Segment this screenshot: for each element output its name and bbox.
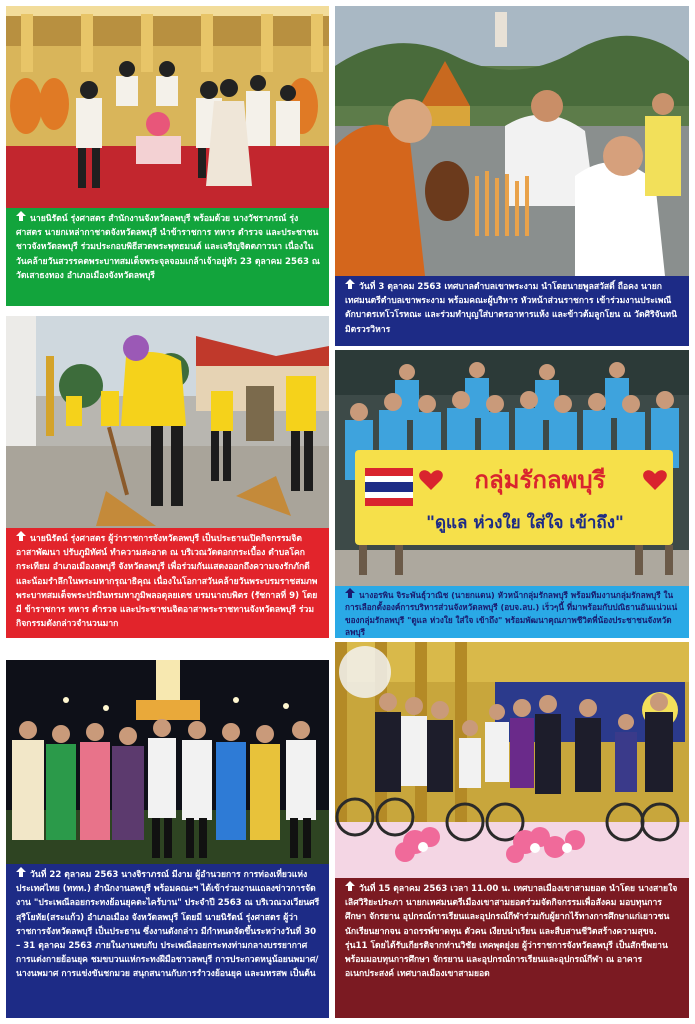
- caption-text: นางอรพิน จิระพันธุ์วาณิช (นายกแดน) หัวหน้ากลุ่มรักลพบุรี พร้อมทีมงานกลุ่มรักลพบุรี ในการเลือกตั้งองค์การบริหารส่วนจังหวัดลพบุรี (อบจ.ลบ.) เร็วๆนี้ ที่มาพร้อมกับปณิธานอันแน่วแน่ของกลุ่มรักลพบุรี "ดูแล ห่วงใย ใส่ใจ เข้าถึง" พร้อมพัฒนาคุณภาพชีวิตพี่น้องประชาชนจังหวัดลพบุรี: [345, 590, 678, 638]
- banner-slogan: "ดูแล ห่วงใย ใส่ใจ เข้าถึง": [426, 513, 624, 533]
- news-item-5: [6, 660, 329, 1018]
- caption-text: นายนิรัตน์ รุ่งศาสตร ผู้ว่าราชการจังหวัดลพบุรี เป็นประธานเปิดกิจกรรมจิตอาสาพัฒนา ปรับภูมิทัศน์ ทำความสะอาด ณ บริเวณวัดดอกกระเบื้อง ตำบลโคกกระเทียม อำเภอเมืองลพบุรี จังหวัดลพบุรี เพื่อร่วมกันแสดงออกถึงความจงรักภักดี และน้อมรำลึกในพระมหากรุณาธิคุณ เนื่องในโอกาสวันคล้ายวันพระบรมราชสมภพ พระบาทสมเด็จพระปรมินทรมหาภูมิพลอดุลยเดช บรมนาถบพิตร (รัชกาลที่ 9) โดยมี ข้าราชการ ทหาร ตำรวจ และประชาชนจิตอาสาพระราชทานจังหวัดลพบุรี ร่วมกิจกรรมดังกล่าวจำนวนมาก: [16, 534, 318, 630]
- caption-box: [6, 208, 329, 306]
- photo-group-banner: [335, 350, 689, 586]
- banner-title: กลุ่มรักลพบุรี: [474, 466, 606, 494]
- arrow-up-icon: [16, 531, 26, 541]
- caption-box: [6, 528, 329, 638]
- caption-text: นายนิรัตน์ รุ่งศาสตร สำนักงานจังหวัดลพบุรี พร้อมด้วย นางวัชราภรณ์ รุ่งศาสตร นายกเหล่ากาชาดจังหวัดลพบุรี นำข้าราชการ ทหาร ตำรวจ และประชาชนชาวจังหวัดลพบุรี ร่วมประกอบพิธีสวดพระพุทธมนต์ และเจริญจิตตภาวนา เนื่องในวันคล้ายวันสวรรคตพระบาทสมเด็จพระจุลจอมเกล้าเจ้าอยู่หัว 23 ตุลาคม 2563 ณ วัดเสาธงทอง อำเภอเมืองจังหวัดลพบุรี: [16, 214, 320, 281]
- news-item-6: [335, 642, 689, 1018]
- photo-bicycle-donation: [335, 642, 689, 878]
- photo-loy-krathong-press: [6, 660, 329, 864]
- photo-alms-offering: [335, 6, 689, 276]
- arrow-up-icon: [16, 867, 26, 877]
- photo-ceremony-temple: [6, 6, 329, 208]
- news-item-3: [6, 316, 329, 638]
- news-item-1: [6, 6, 329, 306]
- caption-box: [335, 878, 689, 1018]
- news-item-4: [335, 350, 689, 638]
- caption-text: วันที่ 15 ตุลาคม 2563 เวลา 11.00 น. เทศบาลเมืองเขาสามยอด นำโดย นางสายใจ เลิศวิริยะประภา นายกเทศมนตรีเมืองเขาสามยอดร่วมจัดกิจกรรมเพื่อสังคม มอบทุนการศึกษา จักรยาน อุปกรณ์การเรียนและอุปกรณ์กีฬาร่วมกับผู้ยากไร้ทางการศึกษาแก่เยาวชน นักเรียนยากจน อาถรรพ์ขาดทุน ตัวคน เงียบน่าเรียน และสืบสานชีวิตสร้างความสุขจ. รุ่น11 โดยได้รับเกียรติจากท่านวิชัย เทคพุดยุ่งย ผู้ว่าราชการจังหวัดลพบุรี เป็นสักขีพยาน พร้อมมอบทุนการศึกษา จักรยาน และอุปกรณ์การเรียนและอุปกรณ์กีฬา ณ อาคารอเนกประสงค์ เทศบาลเมืองเขาสามยอด: [345, 884, 678, 980]
- arrow-up-icon: [16, 211, 26, 221]
- arrow-up-icon: [345, 588, 355, 598]
- caption-text: วันที่ 22 ตุลาคม 2563 นางจิราภรณ์ มีงาม ผู้อำนวยการ การท่องเที่ยวแห่งประเทศไทย (ททท.) สำนักงานลพบุรี พร้อมคณะฯ ได้เข้าร่วมงานแถลงข่าวการจัดงาน "ประเพณีลอยกระทงย้อนยุคตะไคร้บาน" ประจำปี 2563 ณ บริเวณวงเวียนศรีสุริโยทัย(สระแก้ว) อำเภอเมือง จังหวัดลพบุรี โดยมี นายนิรัตน์ รุ่งศาสตร ผู้ว่าราชการจังหวัดลพบุรี เป็นประธาน ซึ่งงานดังกล่าว มีกำหนดจัดขึ้นระหว่างวันที่ 30 – 31 ตุลาคม 2563 ภายในงานพบกับ ประเพณีลอยกระทงท่ามกลางบรรยากาศการแต่งกายย้อนยุค ชมขบวนแห่กระทงฝีมือชาวลพบุรี การประกวดหนูน้อยนพมาศ/นางนพมาศ การแข่งขันชกมวย สนุกสนานกับการรำวงย้อนยุค และมหรสพ เป็นต้น: [16, 870, 320, 980]
- caption-text: วันที่ 3 ตุลาคม 2563 เทศบาลตำบลเขาพระงาม นำโดยนายพูลสวัสดิ์ ถือคง นายกเทศมนตรีตำบลเขาพระงาม พร้อมคณะผู้บริหาร หัวหน้าส่วนราชการ เข้าร่วมงานประเพณีตักบาตรเทโวโรหณะ และร่วมทำบุญใส่บาตรอาหารแห้ง และข้าวต้มลูกโยน ณ วัดศิริจันทนิมิตรวรวิหาร: [345, 282, 678, 335]
- caption-box: [6, 864, 329, 1018]
- arrow-up-icon: [345, 881, 355, 891]
- news-item-2: [335, 6, 689, 346]
- caption-box: [335, 276, 689, 346]
- photo-sweeping-volunteers: [6, 316, 329, 528]
- arrow-up-icon: [345, 279, 355, 289]
- caption-box: [335, 586, 689, 638]
